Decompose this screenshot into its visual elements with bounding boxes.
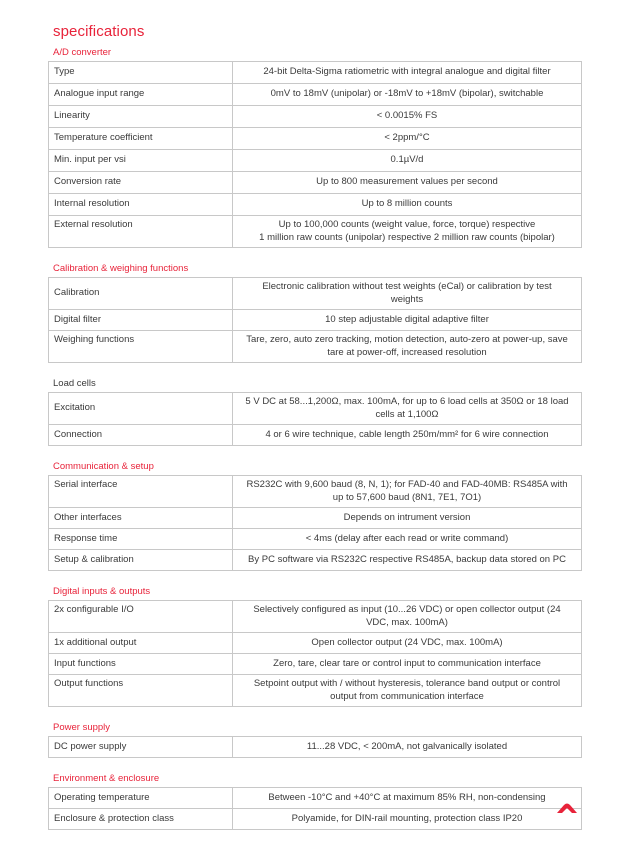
table-row: [49, 393, 582, 425]
spec-sections: [48, 46, 581, 830]
table-row: [49, 425, 582, 446]
table-row: [49, 278, 582, 310]
spec-value-line: Selectively configured as input (10...26 VDC) or open collector output (24: [253, 604, 561, 615]
table-row: [49, 150, 582, 172]
table-row: [49, 654, 582, 675]
spec-value-line: 0.1µV/d: [390, 154, 424, 166]
spec-label: Output functions: [49, 675, 233, 707]
spec-section: [48, 377, 581, 446]
table-row: [49, 62, 582, 84]
spec-section: [48, 262, 581, 363]
spec-value-line: 11...28 VDC, < 200mA, not galvanically isolated: [306, 740, 508, 752]
spec-value: [233, 172, 582, 194]
spec-label: 2x configurable I/O: [49, 601, 233, 633]
spec-label: DC power supply: [49, 737, 233, 758]
spec-value-line: < 2ppm/°C: [384, 132, 430, 144]
spec-table: [48, 600, 582, 707]
spec-value-line: Up to 100,000 counts (weight value, force, torque) respective: [278, 219, 536, 230]
spec-label: Analogue input range: [49, 84, 233, 106]
spec-value-line: 10 step adjustable digital adaptive filter: [325, 313, 489, 325]
spec-value-line: Polyamide, for DIN-rail mounting, protection class IP20: [291, 812, 523, 824]
spec-value-line: < 0.0015% FS: [376, 110, 438, 122]
spec-value-line: 1 million raw counts (unipolar) respective 2 million raw counts (bipolar): [259, 231, 555, 243]
spec-value-line: Open collector output (24 VDC, max. 100mA): [311, 636, 503, 648]
spec-value-line: cells at 1,100Ω: [375, 408, 439, 420]
spec-value-line: tare at power-off, increased resolution: [327, 346, 487, 358]
spec-table: [48, 736, 582, 758]
spec-value-line: 4 or 6 wire technique, cable length 250m/mm² for 6 wire connection: [265, 428, 549, 440]
spec-label: Type: [49, 62, 233, 84]
table-row: [49, 216, 582, 248]
spec-value: [233, 601, 582, 633]
table-row: [49, 106, 582, 128]
spec-section: [48, 46, 581, 248]
section-heading: Environment & enclosure: [53, 773, 160, 784]
spec-value-line: By PC software via RS232C respective RS485A, backup data stored on PC: [248, 553, 566, 565]
spec-value-line: 0mV to 18mV (unipolar) or -18mV to +18mV (bipolar), switchable: [270, 88, 544, 100]
spec-section: [48, 772, 581, 830]
spec-value: [233, 425, 582, 446]
page-title: specifications: [53, 23, 145, 40]
spec-value: [233, 278, 582, 310]
spec-value: [233, 550, 582, 571]
spec-section: [48, 460, 581, 571]
spec-value: [233, 194, 582, 216]
spec-value: [233, 331, 582, 363]
spec-value-line: Between -10°C and +40°C at maximum 85% RH, non-condensing: [268, 791, 546, 803]
spec-value-line: Up to 8 million counts: [361, 198, 453, 210]
spec-value: [233, 529, 582, 550]
section-heading: Calibration & weighing functions: [53, 263, 189, 274]
spec-value: [233, 476, 582, 508]
spec-label: Response time: [49, 529, 233, 550]
table-row: [49, 194, 582, 216]
spec-value-line: 5 V DC at 58...1,200Ω, max. 100mA, for up to 6 load cells at 350Ω or 18 load: [245, 396, 569, 407]
table-row: [49, 172, 582, 194]
spec-label: Other interfaces: [49, 508, 233, 529]
spec-label: Input functions: [49, 654, 233, 675]
spec-value: [233, 216, 582, 248]
spec-table: [48, 392, 582, 446]
table-row: [49, 737, 582, 758]
table-row: [49, 84, 582, 106]
table-row: [49, 550, 582, 571]
section-heading: Communication & setup: [53, 461, 154, 472]
spec-label: Connection: [49, 425, 233, 446]
table-row: [49, 601, 582, 633]
spec-label: Conversion rate: [49, 172, 233, 194]
spec-label: Enclosure & protection class: [49, 809, 233, 830]
table-row: [49, 331, 582, 363]
spec-value: [233, 508, 582, 529]
spec-value: [233, 809, 582, 830]
spec-value: [233, 128, 582, 150]
spec-value-line: weights: [390, 293, 424, 305]
section-heading: Load cells: [53, 378, 96, 389]
spec-table: [48, 475, 582, 571]
spec-label: External resolution: [49, 216, 233, 248]
spec-label: Weighing functions: [49, 331, 233, 363]
spec-table: [48, 787, 582, 830]
spec-value: [233, 393, 582, 425]
spec-label: Serial interface: [49, 476, 233, 508]
spec-value-line: VDC, max. 100mA): [366, 616, 448, 628]
spec-label: Calibration: [49, 278, 233, 310]
table-row: [49, 128, 582, 150]
spec-value-line: RS232C with 9,600 baud (8, N, 1); for FAD-40 and FAD-40MB: RS485A with: [246, 479, 568, 490]
spec-label: Internal resolution: [49, 194, 233, 216]
specifications-page: [48, 22, 581, 844]
spec-label: Linearity: [49, 106, 233, 128]
spec-value-line: Electronic calibration without test weights (eCal) or calibration by test: [262, 281, 552, 292]
spec-value-line: output from communication interface: [330, 690, 484, 702]
spec-value: [233, 150, 582, 172]
spec-section: [48, 585, 581, 707]
spec-value: [233, 106, 582, 128]
spec-label: Operating temperature: [49, 788, 233, 809]
spec-label: 1x additional output: [49, 633, 233, 654]
spec-label: Min. input per vsi: [49, 150, 233, 172]
spec-value-line: Depends on intrument version: [343, 511, 471, 523]
spec-value-line: < 4ms (delay after each read or write command): [305, 532, 509, 544]
spec-value: [233, 654, 582, 675]
table-row: [49, 809, 582, 830]
spec-value: [233, 62, 582, 84]
section-heading: Power supply: [53, 722, 111, 733]
table-row: [49, 788, 582, 809]
spec-value: [233, 310, 582, 331]
spec-value: [233, 633, 582, 654]
section-heading: Digital inputs & outputs: [53, 586, 151, 597]
spec-value-line: Setpoint output with / without hysteresis, tolerance band output or control: [253, 678, 561, 689]
table-row: [49, 508, 582, 529]
spec-value: [233, 737, 582, 758]
spec-value-line: Up to 800 measurement values per second: [316, 176, 498, 188]
table-row: [49, 529, 582, 550]
spec-section: [48, 721, 581, 758]
spec-label: Digital filter: [49, 310, 233, 331]
table-row: [49, 310, 582, 331]
spec-value-line: Zero, tare, clear tare or control input to communication interface: [273, 657, 541, 669]
spec-value: [233, 788, 582, 809]
section-heading: A/D converter: [53, 47, 112, 58]
spec-value-line: 24-bit Delta-Sigma ratiometric with integral analogue and digital filter: [263, 66, 551, 78]
table-row: [49, 633, 582, 654]
brand-logo-icon: [555, 802, 579, 813]
table-row: [49, 476, 582, 508]
spec-label: Excitation: [49, 393, 233, 425]
spec-table: [48, 61, 582, 248]
spec-table: [48, 277, 582, 363]
spec-value: [233, 84, 582, 106]
spec-value-line: Tare, zero, auto zero tracking, motion detection, auto-zero at power-up, save: [246, 334, 568, 345]
spec-value-line: up to 57,600 baud (8N1, 7E1, 7O1): [332, 491, 482, 503]
spec-value: [233, 675, 582, 707]
table-row: [49, 675, 582, 707]
spec-label: Setup & calibration: [49, 550, 233, 571]
spec-label: Temperature coefficient: [49, 128, 233, 150]
